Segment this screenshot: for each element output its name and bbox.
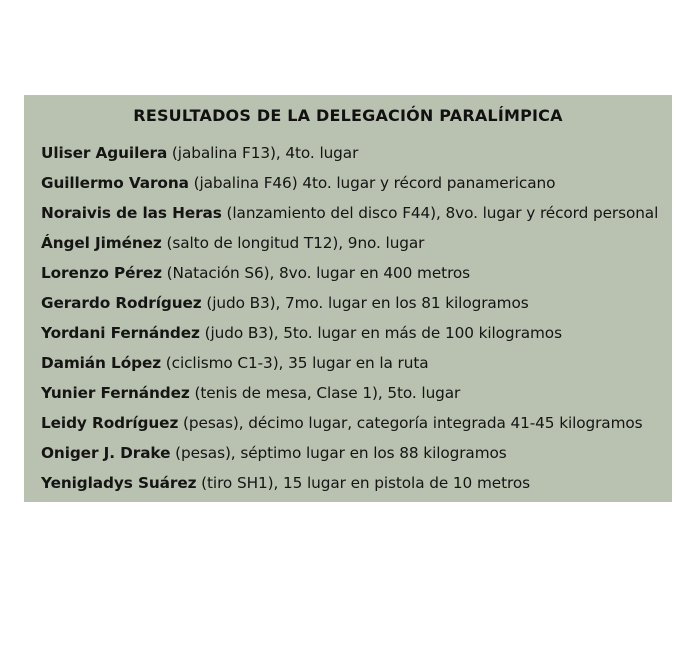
athlete-name: Gerardo Rodríguez — [41, 294, 202, 312]
result-detail: (Natación S6), 8vo. lugar en 400 metros — [161, 264, 471, 282]
result-detail: (tiro SH1), 15 lugar en pistola de 10 metros — [196, 474, 530, 492]
athlete-name: Noraivis de las Heras — [41, 204, 222, 222]
result-row — [41, 140, 658, 170]
results-list — [41, 140, 658, 500]
athlete-name: Guillermo Varona — [41, 174, 189, 192]
athlete-name: Lorenzo Pérez — [41, 264, 162, 282]
result-detail: (pesas), séptimo lugar en los 88 kilogramos — [170, 444, 507, 462]
result-detail: (pesas), décimo lugar, categoría integrada 41-45 kilogramos — [178, 414, 643, 432]
result-row — [41, 410, 658, 440]
panel-title: RESULTADOS DE LA DELEGACIÓN PARALÍMPICA — [133, 106, 563, 125]
athlete-name: Uliser Aguilera — [41, 144, 168, 162]
result-row — [41, 290, 658, 320]
result-detail: (jabalina F13), 4to. lugar — [167, 144, 359, 162]
result-row — [41, 200, 658, 230]
athlete-name: Damián López — [41, 354, 162, 372]
result-detail: (judo B3), 7mo. lugar en los 81 kilogramos — [201, 294, 529, 312]
result-detail: (lanzamiento del disco F44), 8vo. lugar y récord personal — [221, 204, 659, 222]
athlete-name: Yunier Fernández — [41, 384, 190, 402]
athlete-name: Ángel Jiménez — [41, 234, 162, 252]
result-row — [41, 470, 658, 500]
result-detail: (ciclismo C1-3), 35 lugar en la ruta — [161, 354, 429, 372]
result-row — [41, 440, 658, 470]
result-detail: (tenis de mesa, Clase 1), 5to. lugar — [189, 384, 461, 402]
athlete-name: Yenigladys Suárez — [41, 474, 197, 492]
result-detail: (jabalina F46) 4to. lugar y récord panamericano — [188, 174, 556, 192]
result-row — [41, 350, 658, 380]
result-row — [41, 260, 658, 290]
result-row — [41, 230, 658, 260]
result-row — [41, 380, 658, 410]
results-panel — [24, 95, 672, 502]
result-detail: (salto de longitud T12), 9no. lugar — [161, 234, 425, 252]
athlete-name: Leidy Rodríguez — [41, 414, 179, 432]
athlete-name: Yordani Fernández — [41, 324, 200, 342]
result-row — [41, 320, 658, 350]
result-detail: (judo B3), 5to. lugar en más de 100 kilogramos — [199, 324, 562, 342]
result-row — [41, 170, 658, 200]
athlete-name: Oniger J. Drake — [41, 444, 171, 462]
